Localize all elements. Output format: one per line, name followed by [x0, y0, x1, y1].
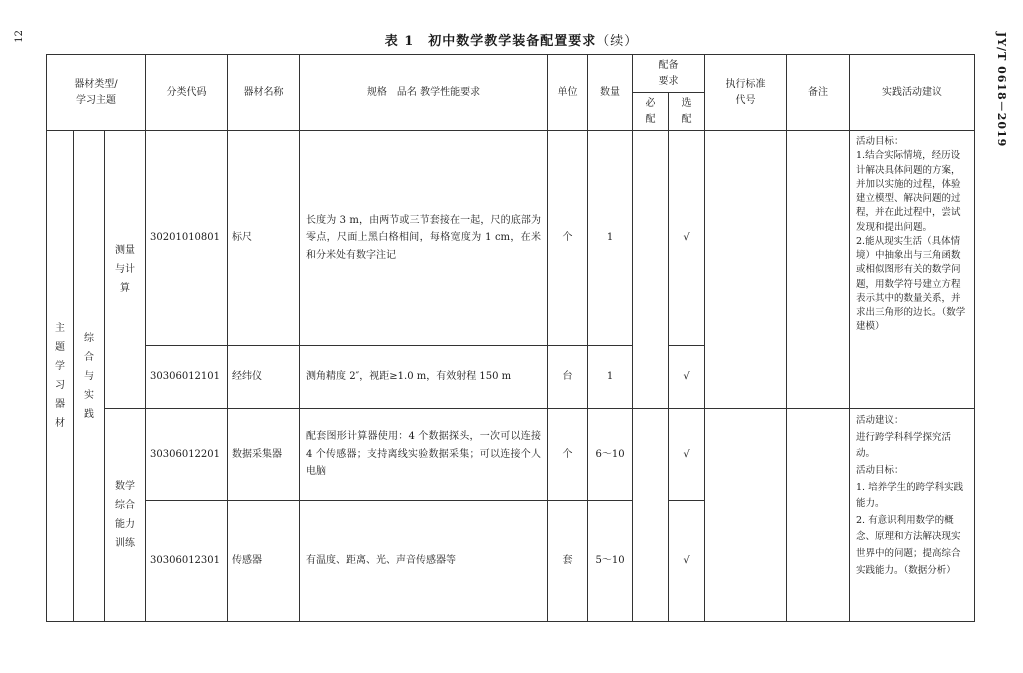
row-optional: √: [669, 409, 705, 501]
standard-code: JY/T 0618－2019: [995, 32, 1008, 148]
row-code: 30306012301: [146, 501, 228, 622]
row-unit: 个: [548, 131, 588, 346]
equipment-table: [46, 54, 975, 622]
row-name: 传感器: [228, 501, 300, 622]
header-spec: 规格 品名 教学性能要求: [300, 55, 548, 131]
row-remark: [787, 409, 850, 622]
row-optional: √: [669, 131, 705, 346]
header-config: 配备 要求: [633, 55, 705, 93]
row-standard: [705, 409, 787, 622]
practice-suggestion-2: 活动建议： 进行跨学科科学探究活动。 活动目标： 1. 培养学生的跨学科实践能力。 2. 有意识利用数学的概念、原理和方法解决现实世界中的问题；提高综合实践能力。（数据分析）: [850, 409, 975, 622]
row-qty: 1: [588, 346, 633, 409]
row-spec: 配套图形计算器使用：4 个数据探头，一次可以连接 4 个传感器；支持离线实验数据采集；可以连接个人电脑: [300, 409, 548, 501]
row-qty: 5～10: [588, 501, 633, 622]
row-required: [633, 131, 669, 409]
group-sub1: 测量 与计 算: [105, 131, 146, 409]
header-standard: 执行标准 代号: [705, 55, 787, 131]
header-required: 必 配: [633, 93, 669, 131]
row-remark: [787, 131, 850, 409]
row-unit: 个: [548, 409, 588, 501]
group-sub2: 数学 综合 能力 训练: [105, 409, 146, 622]
table-row: [47, 131, 975, 346]
table-title-main: 表 1 初中数学教学装备配置要求: [384, 34, 597, 49]
header-code: 分类代码: [146, 55, 228, 131]
header-name: 器材名称: [228, 55, 300, 131]
row-qty: 1: [588, 131, 633, 346]
row-optional: √: [669, 346, 705, 409]
row-required: [633, 409, 669, 622]
row-standard: [705, 131, 787, 409]
row-unit: 套: [548, 501, 588, 622]
group-level1: 主 题 学 习 器 材: [47, 131, 74, 622]
row-name: 经纬仪: [228, 346, 300, 409]
header-optional: 选 配: [669, 93, 705, 131]
row-name: 标尺: [228, 131, 300, 346]
table-title-suffix: （续）: [596, 34, 639, 49]
row-code: 30201010801: [146, 131, 228, 346]
row-qty: 6～10: [588, 409, 633, 501]
row-code: 30306012101: [146, 346, 228, 409]
table-title: [0, 30, 1023, 49]
header-practice: 实践活动建议: [850, 55, 975, 131]
row-spec: 长度为 3 m，由两节或三节套接在一起，尺的底部为零点，尺面上黑白格相间，每格宽度为 1 cm，在米和分米处有数字注记: [300, 131, 548, 346]
header-qty: 数量: [588, 55, 633, 131]
row-optional: √: [669, 501, 705, 622]
row-unit: 台: [548, 346, 588, 409]
table-row: [47, 409, 975, 501]
row-code: 30306012201: [146, 409, 228, 501]
row-spec: 测角精度 2″，视距≥1.0 m，有效射程 150 m: [300, 346, 548, 409]
header-unit: 单位: [548, 55, 588, 131]
practice-suggestion-1: 活动目标： 1.结合实际情境，经历设计解决具体问题的方案，并加以实施的过程，体验建立模型、解决问题的过程，并在此过程中，尝试发现和提出问题。 2.能从现实生活（具体情境）中抽象出与三角函数或相似图形有关的数学问题，用数学符号建立方程表示其中的数量关系，并求出三角形的边长。（数学建模）: [850, 131, 975, 409]
header-category: 器材类型/ 学习主题: [47, 55, 146, 131]
row-spec: 有温度、距离、光、声音传感器等: [300, 501, 548, 622]
row-name: 数据采集器: [228, 409, 300, 501]
group-level2: 综 合 与 实 践: [74, 131, 105, 622]
header-remark: 备注: [787, 55, 850, 131]
page-number: 12: [14, 30, 25, 43]
